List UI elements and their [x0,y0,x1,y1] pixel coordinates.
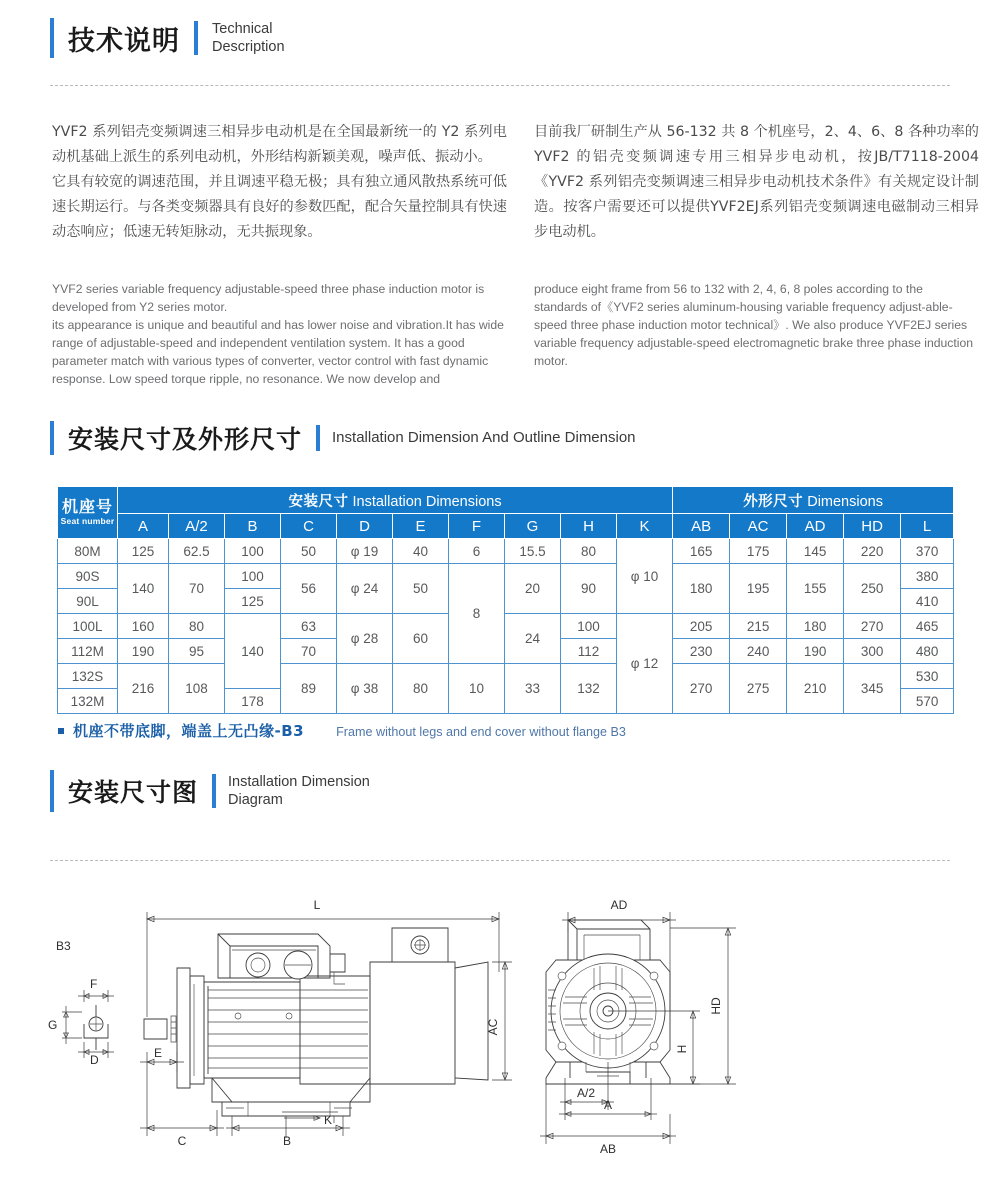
table-body [58,539,954,714]
label-ad: AD [610,898,628,912]
cell-L: 530 [901,664,954,689]
cell-C: 89 [281,664,337,714]
cell-L: 570 [901,689,954,714]
table-column-header-row [58,514,954,539]
cell-AD: 145 [787,539,844,564]
cell-AD: 210 [787,664,844,714]
dimension-HD [670,928,736,1084]
shaft-detail [48,977,114,1067]
dimension-table [57,486,954,714]
cell-AC: 195 [730,564,787,614]
cell-G: 33 [505,664,561,714]
th-col-A2: A/2 [169,514,225,539]
label-ab: AB [599,1142,617,1156]
th-col-D: D [337,514,393,539]
dimension-AC [486,962,512,1080]
section-header-technical [0,18,285,58]
description-chinese-right: 目前我厂研制生产从 56-132 共 8 个机座号，2、4、6、8 各种功率的 YVF2 的铝壳变频调速专用三相异步电动机，按JB/T7118-2004《YVF2 系列铝壳变频调速三相异步电动机技术条件》有关规定设计制造。按客户需要还可以提供YVF2EJ系列铝壳变频调速电磁制动三相异步电动机。 [534,124,979,240]
bullet-square-icon [58,728,64,734]
cell-B: 125 [225,589,281,614]
cell-F: 8 [449,564,505,664]
cell-L: 480 [901,639,954,664]
cell-H: 112 [561,639,617,664]
label-h: H [675,1044,689,1054]
th-group-outline [673,487,954,514]
cell-HD: 250 [844,564,901,614]
cell-G: 15.5 [505,539,561,564]
cell-B: 100 [225,564,281,589]
cell-seat: 112M [58,639,118,664]
th-col-F: F [449,514,505,539]
cell-D: φ 38 [337,664,393,714]
cell-seat: 100L [58,614,118,639]
th-seat-number [58,487,118,539]
label-b3: B3 [56,939,71,953]
cell-H: 100 [561,614,617,639]
cell-A2: 62.5 [169,539,225,564]
cell-AC: 215 [730,614,787,639]
cell-A2: 70 [169,564,225,614]
cell-L: 465 [901,614,954,639]
cell-seat: 80M [58,539,118,564]
cell-A: 190 [118,639,169,664]
cell-H: 80 [561,539,617,564]
cell-AB: 230 [673,639,730,664]
description-chinese-left: YVF2 系列铝壳变频调速三相异步电动机是在全国最新统一的 Y2 系列电动机基础上派生的系列电动机，外形结构新颖美观，噪声低、振动小。 它具有较宽的调速范围，并且调速平稳无极；具有独立通风散热系统可低速长期运行。与各类变频器具有良好的参数匹配，配合矢量控制具有快速动态响应；低速无转矩脉动，无共振现象。 [52,124,507,240]
th-col-A: A [118,514,169,539]
dimension-table-container [57,486,943,714]
section-title-en: Installation Dimension And Outline Dimension [332,428,636,446]
cell-HD: 270 [844,614,901,639]
th-group-outline-en: Dimensions [807,493,883,510]
accent-bar [50,421,54,455]
cell-H: 90 [561,564,617,614]
section-header-diagram [0,770,370,812]
cell-L: 380 [901,564,954,589]
table-row [58,539,954,564]
cell-L: 410 [901,589,954,614]
cell-A2: 95 [169,639,225,664]
cell-L: 370 [901,539,954,564]
label-ac: AC [486,1018,500,1036]
cell-K: φ 10 [617,539,673,614]
cell-B: 100 [225,539,281,564]
section-title-cn: 安装尺寸图 [68,778,199,807]
cell-K: φ 12 [617,614,673,714]
table-row [58,564,954,589]
th-col-AB: AB [673,514,730,539]
cell-D: φ 24 [337,564,393,614]
dimension-C [140,1072,224,1148]
th-seat-number-en: Seat number [60,516,115,527]
cell-seat: 90L [58,589,118,614]
label-d: D [90,1053,99,1067]
th-col-G: G [505,514,561,539]
section-title-en: Installation Dimension Diagram [228,773,370,808]
cell-F: 6 [449,539,505,564]
cell-A: 216 [118,664,169,714]
th-col-K: K [617,514,673,539]
front-view-drawing [540,898,736,1156]
cell-seat: 132S [58,664,118,689]
accent-bar [50,770,54,812]
accent-bar [50,18,54,58]
cell-AB: 165 [673,539,730,564]
motor-side-body [144,928,488,1172]
cell-E: 50 [393,564,449,614]
th-group-installation-cn: 安装尺寸 [288,493,349,510]
cell-AD: 180 [787,614,844,639]
cell-HD: 220 [844,539,901,564]
accent-bar-divider [194,21,198,55]
th-group-installation-en: Installation Dimensions [352,493,502,510]
frame-note-cn: 机座不带底脚，端盖上无凸缘-B3 [73,722,305,740]
th-col-H: H [561,514,617,539]
description-english-left: YVF2 series variable frequency adjustable-speed three phase induction motor is developed from Y2 series motor. its appearance is unique and beautiful and has lower noise and vibration.It has wide range of adjustable-speed and independent ventilation system. It has a good parameter match with various types of converter, vector control with fast dynamic response. Low speed torque ripple, no resonance. We now develop and [52,282,504,386]
frame-note [58,720,626,741]
label-k: K [324,1113,333,1127]
th-col-AC: AC [730,514,787,539]
section-title-cn: 技术说明 [68,25,180,57]
table-head [58,487,954,539]
label-f: F [90,977,98,991]
divider-rule-bottom [50,860,950,861]
th-group-installation [118,487,673,514]
label-hd: HD [709,997,723,1015]
th-col-B: B [225,514,281,539]
accent-bar-divider [316,425,320,451]
cell-AB: 180 [673,564,730,614]
cell-AC: 275 [730,664,787,714]
cell-B: 140 [225,614,281,689]
cell-A2: 80 [169,614,225,639]
cell-H: 132 [561,664,617,714]
description-english-right: produce eight frame from 56 to 132 with 2, 4, 6, 8 poles according to the standards of《YVF2 series aluminum-housing variable frequency adjust-able-speed three phase induction motor technical》. We also produce YVF2EJ series variable frequency adjustable-speed electromagnetic brake three phase induction motor. [534,282,974,368]
cell-E: 80 [393,664,449,714]
label-g: G [48,1018,58,1032]
cell-AC: 175 [730,539,787,564]
label-a-half: A/2 [576,1086,596,1100]
cell-F: 10 [449,664,505,714]
table-row [58,664,954,689]
cell-AB: 270 [673,664,730,714]
cell-A: 160 [118,614,169,639]
cell-C: 56 [281,564,337,614]
installation-dimension-drawings [0,872,1000,1172]
cell-seat: 132M [58,689,118,714]
cell-HD: 345 [844,664,901,714]
section-header-installation [0,420,636,456]
cell-D: φ 19 [337,539,393,564]
section-title-cn: 安装尺寸及外形尺寸 [68,425,303,454]
frame-note-en: Frame without legs and end cover without flange B3 [336,725,626,739]
th-col-E: E [393,514,449,539]
th-col-L: L [901,514,954,539]
section-title-en: Technical Description [212,20,285,55]
side-view-drawing [48,898,512,1172]
cell-D: φ 28 [337,614,393,664]
cell-C: 50 [281,539,337,564]
th-col-HD: HD [844,514,901,539]
accent-bar-divider [212,774,216,808]
th-group-outline-cn: 外形尺寸 [743,493,804,510]
th-col-C: C [281,514,337,539]
cell-C: 70 [281,639,337,664]
cell-A: 140 [118,564,169,614]
cell-B: 178 [225,689,281,714]
cell-C: 63 [281,614,337,639]
table-row [58,614,954,639]
divider-rule-top [50,85,950,86]
cell-E: 40 [393,539,449,564]
cell-A2: 108 [169,664,225,714]
cell-seat: 90S [58,564,118,589]
label-b: B [282,1134,292,1148]
cell-E: 60 [393,614,449,664]
cell-AC: 240 [730,639,787,664]
table-group-header-row [58,487,954,514]
cell-AD: 190 [787,639,844,664]
label-e: E [154,1046,163,1060]
cell-G: 24 [505,614,561,664]
label-a: A [603,1098,613,1112]
cell-AB: 205 [673,614,730,639]
cell-HD: 300 [844,639,901,664]
label-c: C [177,1134,187,1148]
dimension-L [147,898,499,1017]
cell-AD: 155 [787,564,844,614]
label-l: L [313,898,321,912]
cell-A: 125 [118,539,169,564]
th-col-AD: AD [787,514,844,539]
th-seat-number-cn: 机座号 [61,496,113,516]
cell-G: 20 [505,564,561,614]
